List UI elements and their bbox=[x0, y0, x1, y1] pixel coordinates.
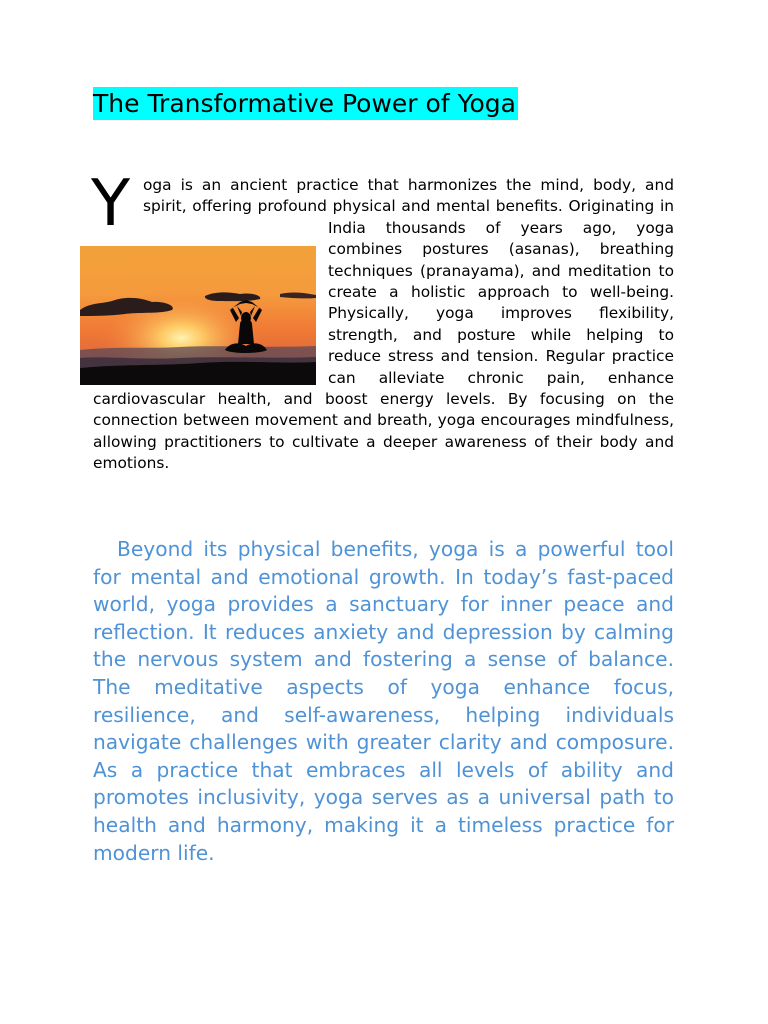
intro-paragraph bbox=[91, 167, 674, 475]
second-paragraph: Beyond its physical benefits, yoga is a powerful tool for mental and emotional growth. In today’s fast-paced world, yoga provides a sanctuary for inner peace and reflection. It reduces anxiety and depression by calming the nervous system and fostering a sense of balance. The meditative aspects of yoga enhance focus, resilience, and self-awareness, helping individuals navigate challenges with greater clarity and composure. As a practice that embraces all levels of ability and promotes inclusivity, yoga serves as a universal path to health and harmony, making it a timeless practice for modern life. bbox=[93, 537, 674, 865]
intro-paragraph-text: oga is an ancient practice that harmonizes the mind, body, and spirit, offering profound physical and mental benefits. Originating in India thousands of years ago, yoga combines postures (asanas), breathing techniques (pranayama), and meditation to create a holistic approach to well-being. Physically, yoga improves flexibility, strength, and posture while helping to reduce stress and tension. Regular practice can alleviate chronic pain, enhance cardiovascular health, and boost energy levels. By focusing on the connection between movement and breath, yoga encourages mindfulness, allowing practitioners to cultivate a deeper awareness of their body and emotions. bbox=[93, 176, 674, 473]
yoga-silhouette-image bbox=[80, 246, 316, 385]
yoga-sunset-photo bbox=[80, 246, 316, 385]
document-title: The Transformative Power of Yoga bbox=[93, 89, 516, 118]
drop-cap-letter: Y bbox=[91, 167, 131, 241]
